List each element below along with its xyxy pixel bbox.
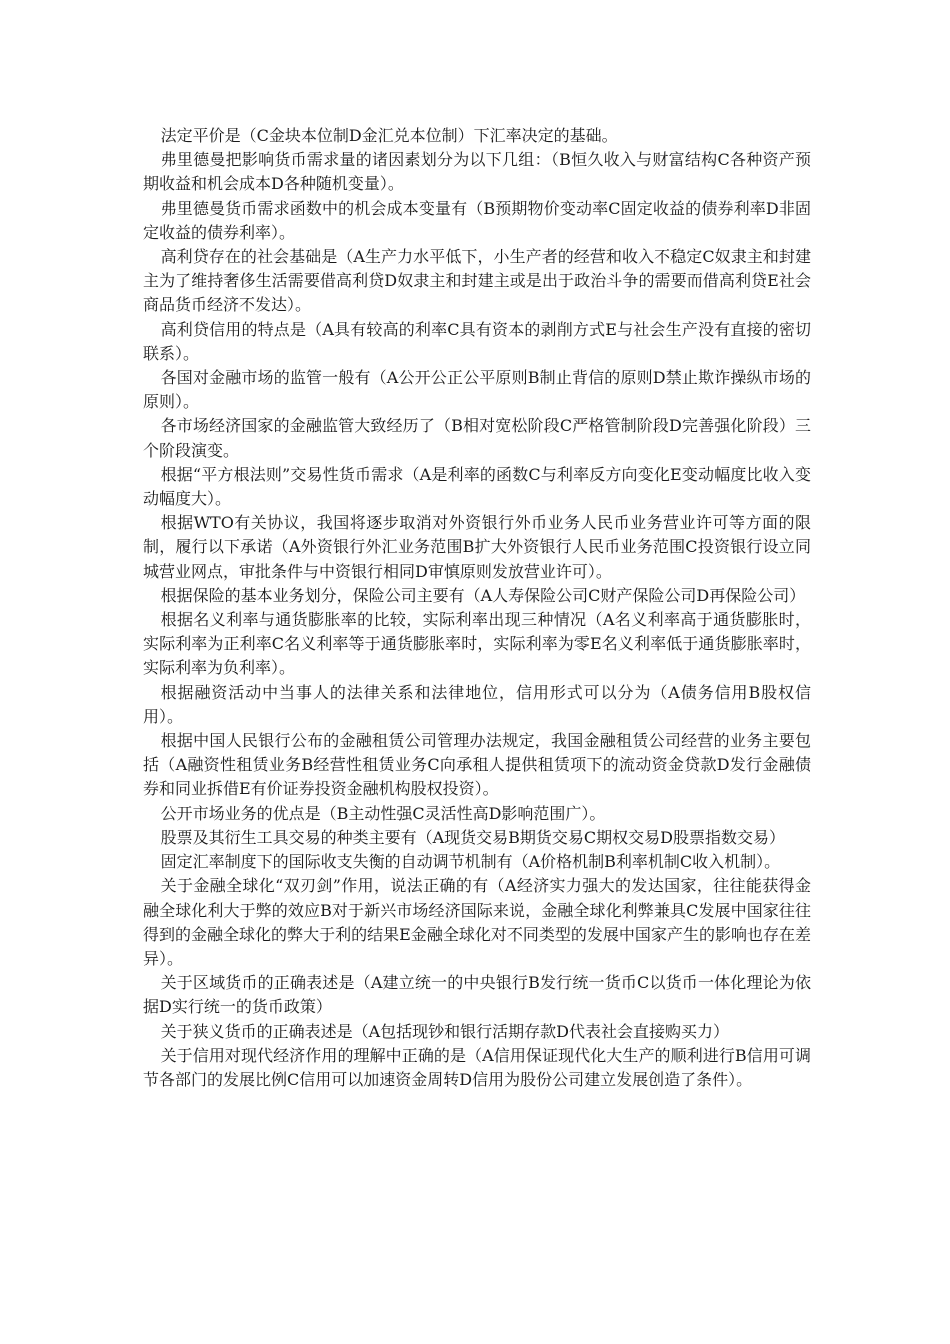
paragraph-9: 根据WTO有关协议，我国将逐步取消对外资银行外币业务人民币业务营业许可等方面的限制，履行以下承诺（A外资银行外汇业务范围B扩大外资银行人民币业务范围C投资银行设立同城营业网点，审批条件与中资银行相同D审慎原则发放营业许可）。 bbox=[143, 513, 811, 581]
paragraph-20: 关于信用对现代经济作用的理解中正确的是（A信用保证现代化大生产的顺利进行B信用可调节各部门的发展比例C信用可以加速资金周转D信用为股份公司建立发展创造了条件）。 bbox=[143, 1045, 811, 1089]
paragraph-19: 关于狭义货币的正确表述是（A包括现钞和银行活期存款D代表社会直接购买力） bbox=[160, 1021, 729, 1041]
paragraph-14: 公开市场业务的优点是（B主动性强C灵活性高D影响范围广）。 bbox=[160, 803, 606, 823]
paragraph-1: 法定平价是（C金块本位制D金汇兑本位制）下汇率决定的基础。 bbox=[160, 126, 618, 145]
paragraph-2: 弗里德曼把影响货币需求量的诸因素划分为以下几组：（B恒久收入与财富结构C各种资产预期收益和机会成本D各种随机变量）。 bbox=[143, 150, 811, 194]
paragraph-3: 弗里德曼货币需求函数中的机会成本变量有（B预期物价变动率C固定收益的债券利率D非固定收益的债券利率）。 bbox=[143, 198, 811, 242]
paragraph-13: 根据中国人民银行公布的金融租赁公司管理办法规定，我国金融租赁公司经营的业务主要包括（A融资性租赁业务B经营性租赁业务C向承租人提供租赁项下的流动资金贷款D发行金融债券和同业拆借E有价证券投资金融机构股权投资）。 bbox=[143, 731, 811, 799]
paragraph-18: 关于区域货币的正确表述是（A建立统一的中央银行B发行统一货币C以货币一体化理论为依据D实行统一的货币政策） bbox=[143, 973, 811, 1017]
document-body bbox=[143, 124, 811, 1092]
paragraph-16: 固定汇率制度下的国际收支失衡的自动调节机制有（A价格机制B利率机制C收入机制）。 bbox=[160, 852, 781, 872]
paragraph-11: 根据名义利率与通货膨胀率的比较，实际利率出现三种情况（A名义利率高于通货膨胀时，实际利率为正利率C名义利率等于通货膨胀率时，实际利率为零E名义利率低于通货膨胀率时，实际利率为负利率）。 bbox=[143, 610, 811, 678]
paragraph-4: 高利贷存在的社会基础是（A生产力水平低下，小生产者的经营和收入不稳定C奴隶主和封建主为了维持奢侈生活需要借高利贷D奴隶主和封建主或是出于政治斗争的需要而借高利贷E社会商品货币经济不发达）。 bbox=[143, 247, 811, 315]
paragraph-5: 高利贷信用的特点是（A具有较高的利率C具有资本的剥削方式E与社会生产没有直接的密切联系）。 bbox=[143, 319, 811, 363]
paragraph-6: 各国对金融市场的监管一般有（A公开公正公平原则B制止背信的原则D禁止欺诈操纵市场的原则）。 bbox=[143, 368, 811, 412]
paragraph-10: 根据保险的基本业务划分，保险公司主要有（A人寿保险公司C财产保险公司D再保险公司） bbox=[160, 585, 806, 605]
paragraph-15: 股票及其衍生工具交易的种类主要有（A现货交易B期货交易C期权交易D股票指数交易） bbox=[160, 827, 785, 847]
paragraph-17: 关于金融全球化“双刃剑”作用，说法正确的有（A经济实力强大的发达国家，往往能获得金融全球化利大于弊的效应B对于新兴市场经济国际来说，金融全球化利弊兼具C发展中国家往往得到的金融全球化的弊大于利的结果E金融全球化对不同类型的发展中国家产生的影响也存在差异）。 bbox=[143, 876, 811, 968]
paragraph-12: 根据融资活动中当事人的法律关系和法律地位，信用形式可以分为（A债务信用B股权信用）。 bbox=[143, 682, 811, 726]
paragraph-8: 根据“平方根法则”交易性货币需求（A是利率的函数C与利率反方向变化E变动幅度比收入变动幅度大）。 bbox=[143, 464, 811, 509]
paragraph-7: 各市场经济国家的金融监管大致经历了（B相对宽松阶段C严格管制阶段D完善强化阶段）三个阶段演变。 bbox=[143, 416, 811, 460]
